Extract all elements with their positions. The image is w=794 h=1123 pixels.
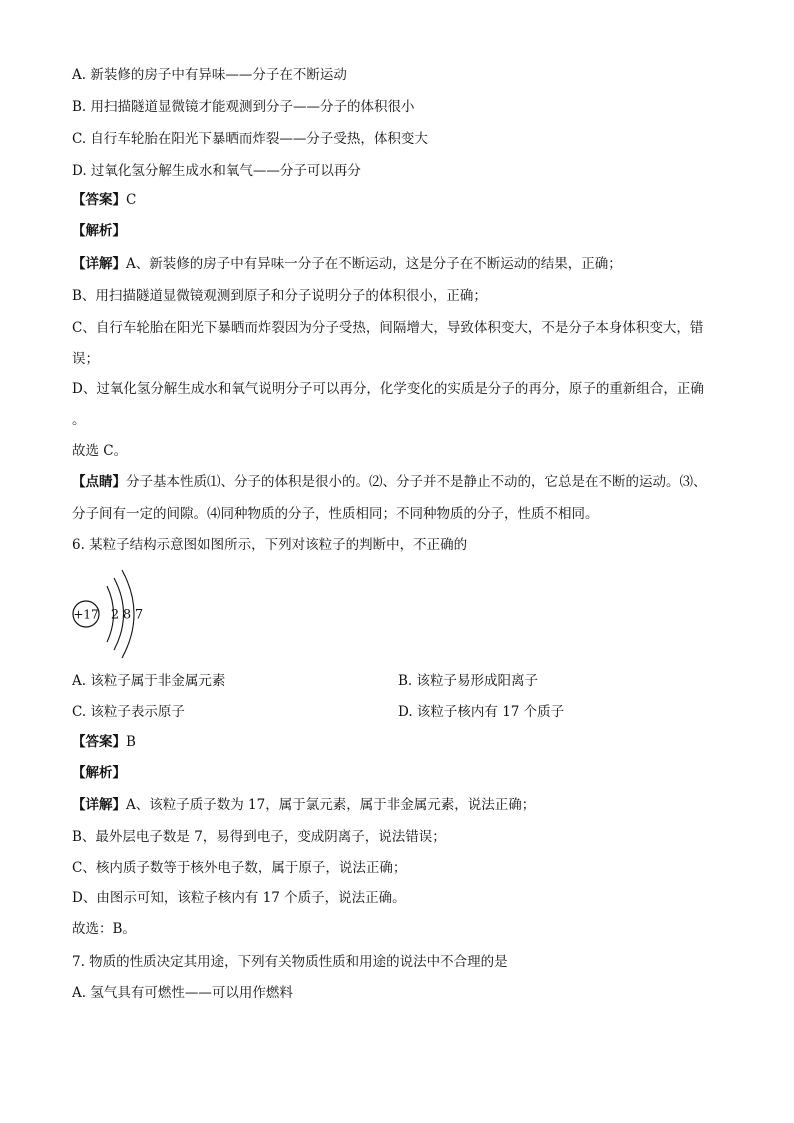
q6-answer <box>72 732 136 752</box>
q5-detail-d-2: 。 <box>72 412 86 428</box>
q7-stem: 7. 物质的性质决定其用途，下列有关物质性质和用途的说法中不合理的是 <box>72 954 508 970</box>
q6-answer-label: 【答案】 <box>72 734 126 750</box>
q6-option-c: C. 该粒子表示原子 <box>72 704 185 720</box>
q6-detail-a: 【详解】A、该粒子质子数为 17，属于氯元素，属于非金属元素，说法正确； <box>72 797 536 813</box>
q5-note-label: 【点睛】 <box>72 474 126 490</box>
q5-answer <box>72 190 136 210</box>
q5-conclusion: 故选 C。 <box>72 443 128 459</box>
q5-option-a: A. 新装修的房子中有异味——分子在不断运动 <box>72 67 347 83</box>
q6-option-a: A. 该粒子属于非金属元素 <box>72 673 226 689</box>
q6-detail-label: 【详解】 <box>72 797 126 813</box>
q6-analysis-label: 【解析】 <box>72 765 126 781</box>
nucleus-charge: +17 <box>73 607 99 622</box>
q5-detail-d-1: D、过氧化氢分解生成水和氧气说明分子可以再分，化学变化的实质是分子的再分，原子的重新组合，正确 <box>72 381 704 397</box>
q6-option-b: B. 该粒子易形成阳离子 <box>398 673 539 689</box>
q5-detail-b: B、用扫描隧道显微镜观测到原子和分子说明分子的体积很小，正确； <box>72 288 487 304</box>
shell-3-electrons: 7 <box>134 607 144 623</box>
q6-detail-b: B、最外层电子数是 7，易得到电子，变成阴离子，说法错误； <box>72 829 446 845</box>
q6-detail-c: C、核内质子数等于核外电子数，属于原子，说法正确； <box>72 860 407 876</box>
q6-stem: 6. 某粒子结构示意图如图所示，下列对该粒子的判断中，不正确的 <box>72 537 468 553</box>
q6-detail-d: D、由图示可知，该粒子核内有 17 个质子，说法正确。 <box>72 890 406 906</box>
q6-option-d: D. 该粒子核内有 17 个质子 <box>398 704 565 720</box>
q5-detail-c-2: 误； <box>72 351 99 367</box>
q5-answer-label: 【答案】 <box>72 192 126 208</box>
q6-answer-value: B <box>126 734 136 750</box>
q5-detail-label: 【详解】 <box>72 256 126 272</box>
q5-option-c: C. 自行车轮胎在阳光下暴晒而炸裂——分子受热，体积变大 <box>72 131 428 147</box>
q5-answer-value: C <box>126 192 137 208</box>
atom-structure-diagram <box>70 566 180 666</box>
q5-analysis-label: 【解析】 <box>72 223 126 239</box>
shell-1-electrons: 2 <box>110 607 120 623</box>
q5-option-b: B. 用扫描隧道显微镜才能观测到分子——分子的体积很小 <box>72 99 415 115</box>
q5-detail-c-1: C、自行车轮胎在阳光下暴晒而炸裂因为分子受热，间隔增大，导致体积变大，不是分子本身体积变大，错 <box>72 320 704 336</box>
q5-detail-a: 【详解】A、新装修的房子中有异味一分子在不断运动，这是分子在不断运动的结果，正确； <box>72 256 622 272</box>
q5-option-d: D. 过氧化氢分解生成水和氧气——分子可以再分 <box>72 163 361 179</box>
q6-conclusion: 故选：B。 <box>72 921 136 937</box>
shell-2-electrons: 8 <box>122 607 132 623</box>
q5-note-2: 分子间有一定的间隙。⑷同种物质的分子，性质相同；不同种物质的分子，性质不相同。 <box>72 506 599 522</box>
q7-option-a: A. 氢气具有可燃性——可以用作燃料 <box>72 985 293 1001</box>
q5-note-1: 【点睛】分子基本性质⑴、分子的体积是很小的。⑵、分子并不是静止不动的，它总是在不断的运动。⑶、 <box>72 474 707 490</box>
